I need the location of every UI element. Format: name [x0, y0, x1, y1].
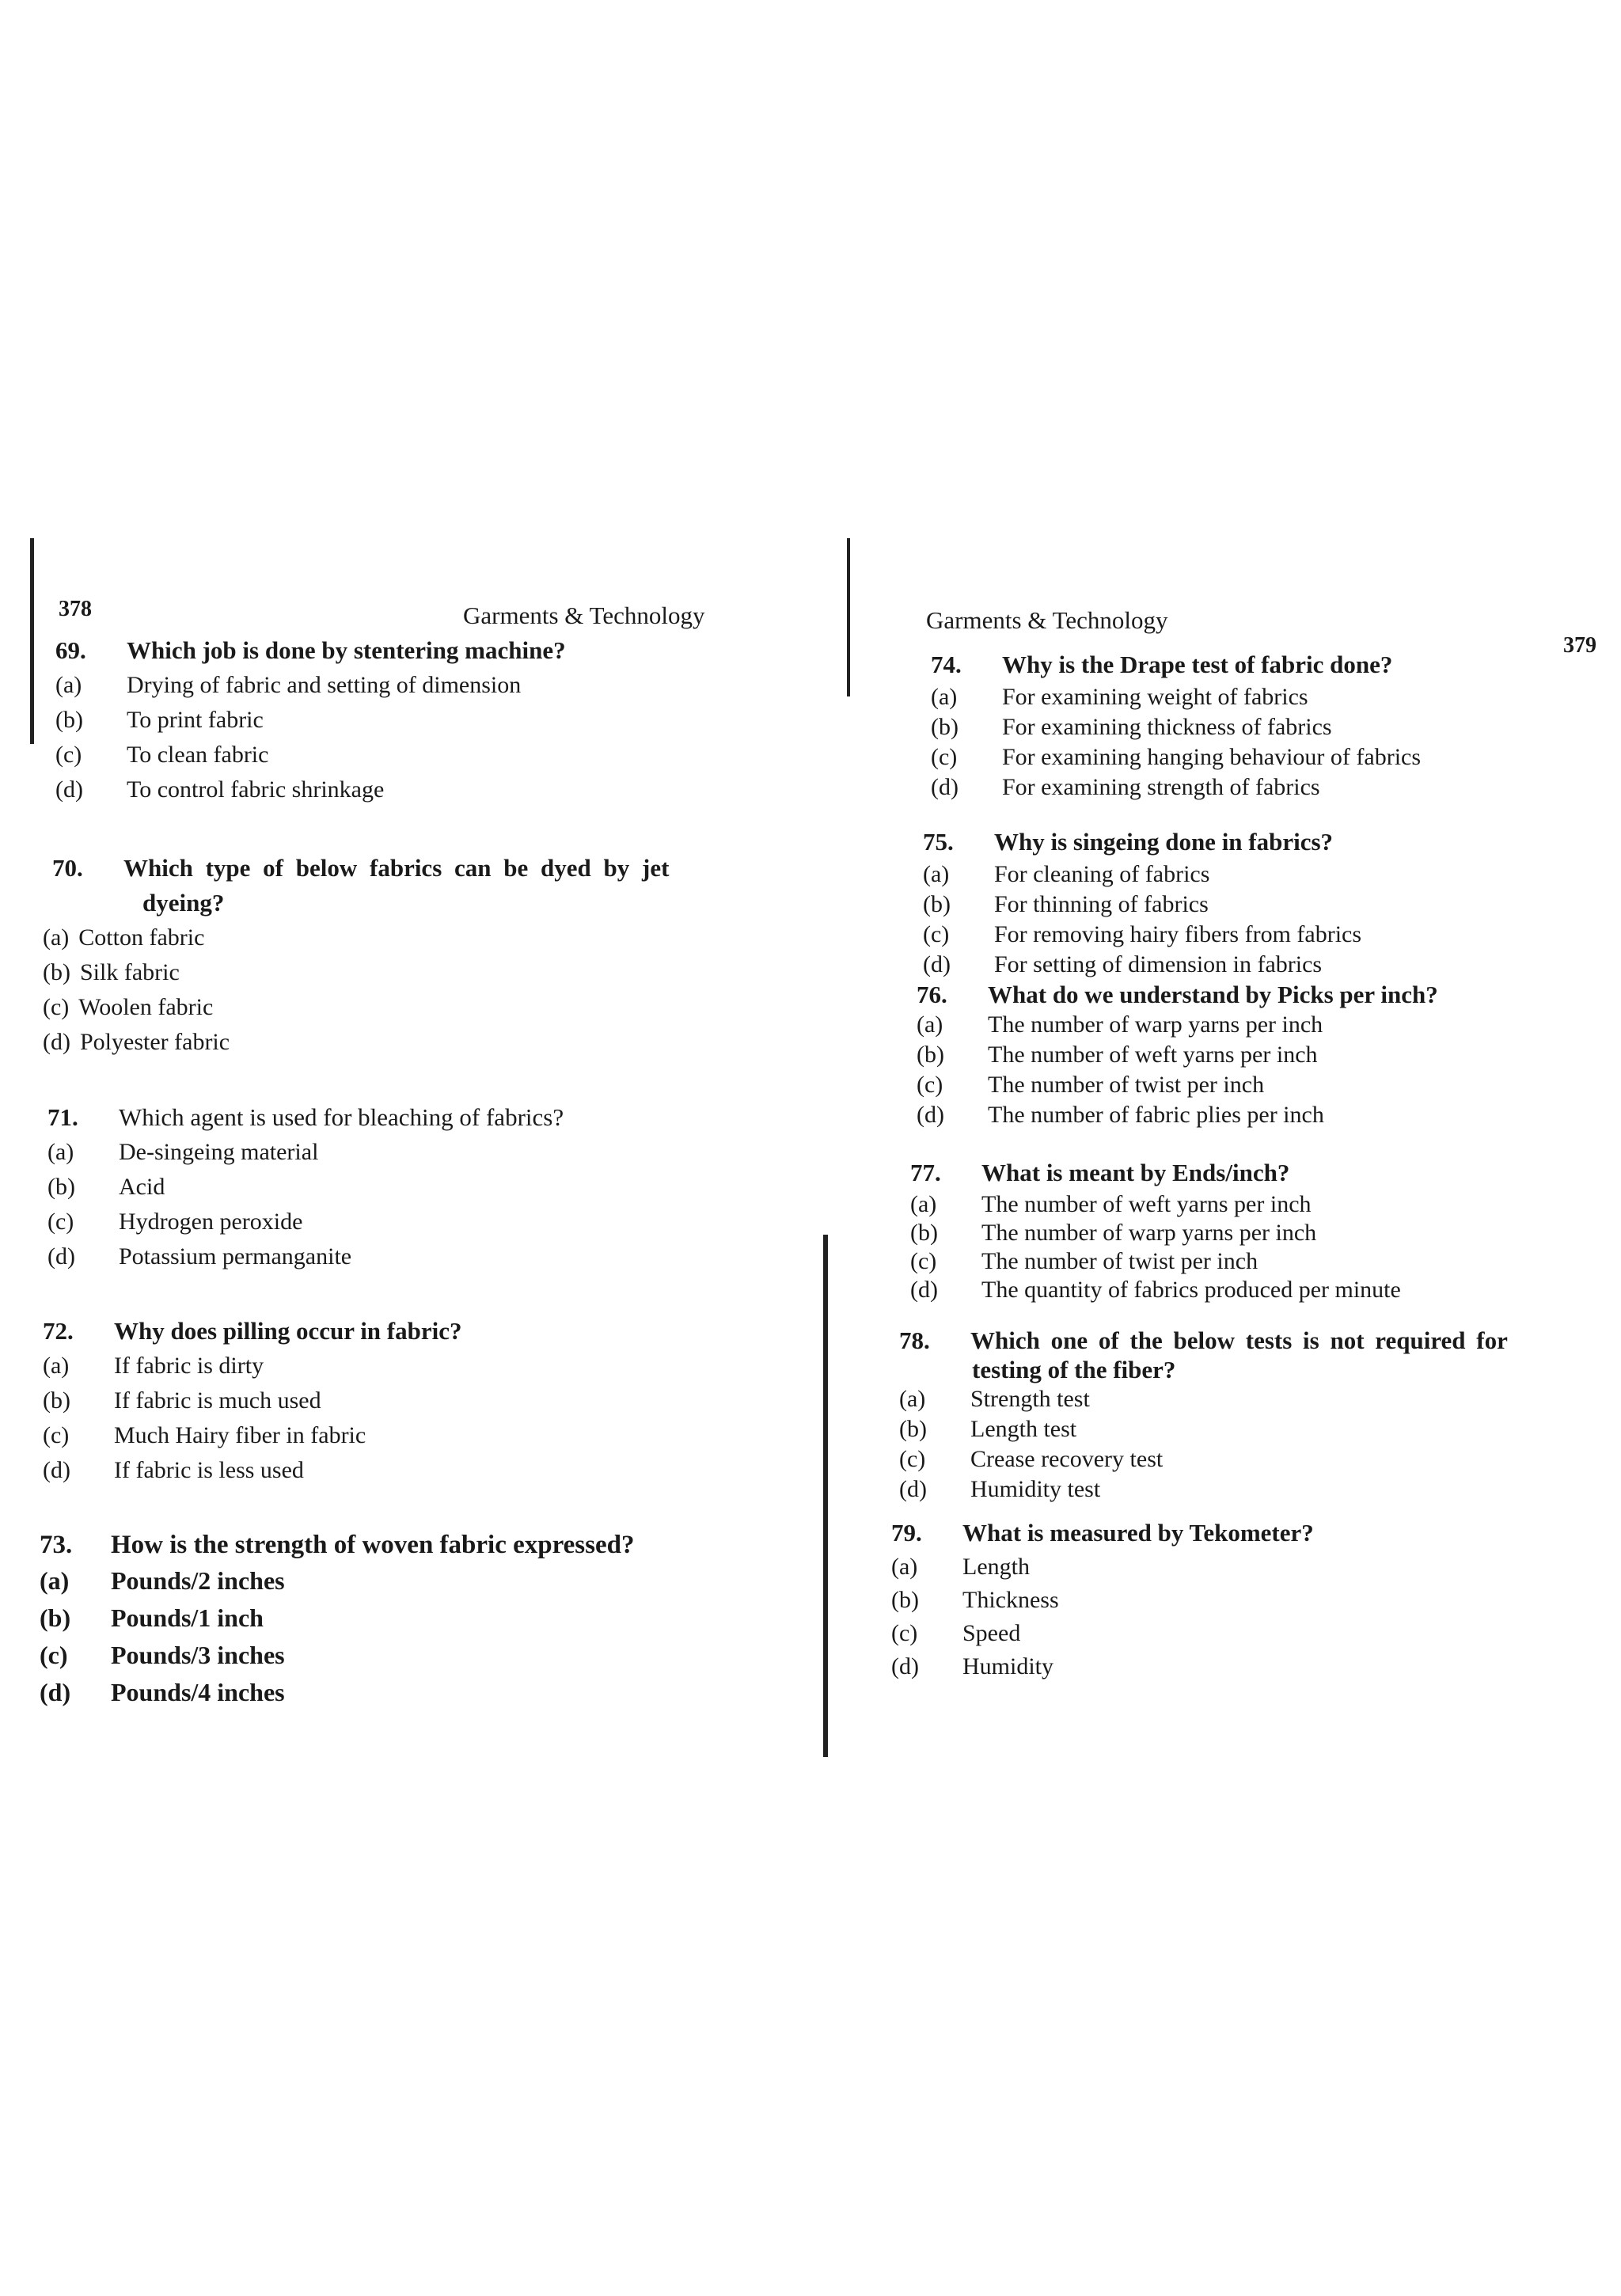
option-letter: (c) [931, 744, 958, 770]
question-number: 73. [40, 1531, 73, 1559]
question-text: Which one of the below tests is not required for [970, 1326, 1508, 1354]
question-text-continued: testing of the fiber? [972, 1356, 1176, 1383]
option-text: Humidity [962, 1653, 1054, 1679]
question-number: 75. [923, 828, 954, 856]
option-letter: (c) [43, 994, 70, 1020]
option-letter: (c) [55, 742, 82, 768]
question-text: Which agent is used for bleaching of fabrics? [119, 1103, 564, 1131]
question-76 [917, 980, 1438, 1130]
option-text: The number of fabric plies per inch [988, 1102, 1324, 1128]
option-text: The number of twist per inch [988, 1072, 1265, 1098]
running-head: Garments & Technology [463, 602, 705, 629]
option-letter: (c) [891, 1620, 918, 1646]
option-text: For setting of dimension in fabrics [994, 951, 1323, 977]
option-letter: (a) [40, 1566, 70, 1595]
option-text: The number of warp yarns per inch [981, 1220, 1317, 1246]
option-text: Woolen fabric [78, 994, 214, 1020]
option-letter: (b) [43, 959, 70, 985]
option-letter: (b) [40, 1603, 71, 1632]
right-page [855, 546, 1615, 1765]
option-text: For cleaning of fabrics [994, 861, 1210, 887]
option-letter: (b) [55, 707, 83, 733]
question-number: 70. [52, 854, 83, 882]
question-number: 76. [917, 981, 947, 1008]
question-text: Why does pilling occur in fabric? [114, 1317, 462, 1345]
question-text: Which job is done by stentering machine? [127, 636, 566, 664]
option-letter: (a) [917, 1011, 943, 1038]
option-letter: (b) [931, 714, 959, 740]
option-letter: (a) [891, 1554, 918, 1580]
option-text: Acid [119, 1174, 165, 1200]
option-text: The number of weft yarns per inch [981, 1191, 1312, 1217]
option-letter: (d) [917, 1102, 944, 1128]
option-text: Polyester fabric [79, 1029, 230, 1055]
option-letter: (b) [923, 891, 951, 917]
option-text: For examining hanging behaviour of fabrics [1002, 744, 1422, 770]
option-text: For examining weight of fabrics [1002, 684, 1308, 710]
question-79 [891, 1516, 1314, 1683]
question-number: 74. [931, 651, 962, 678]
option-text: De-singeing material [119, 1139, 319, 1165]
option-letter: (d) [899, 1476, 927, 1502]
option-letter: (d) [43, 1457, 70, 1483]
option-letter: (d) [931, 774, 959, 800]
question-73 [40, 1528, 634, 1711]
option-letter: (a) [899, 1386, 926, 1412]
gutter-line-bottom [823, 1235, 828, 1757]
option-letter: (d) [891, 1653, 919, 1679]
option-text: Pounds/4 inches [111, 1678, 285, 1706]
option-letter: (c) [40, 1641, 68, 1669]
option-letter: (a) [43, 924, 70, 951]
option-text: The number of warp yarns per inch [988, 1011, 1323, 1038]
option-text: Hydrogen peroxide [119, 1209, 303, 1235]
option-text: Length test [970, 1416, 1077, 1442]
question-text: Why is the Drape test of fabric done? [1002, 651, 1393, 678]
option-text: To clean fabric [127, 742, 269, 768]
option-letter: (a) [931, 684, 958, 710]
option-letter: (b) [917, 1042, 944, 1068]
question-number: 79. [891, 1519, 922, 1546]
option-text: Potassium permanganite [119, 1243, 352, 1269]
option-letter: (c) [43, 1422, 70, 1448]
question-69 [55, 633, 566, 807]
option-text: If fabric is less used [114, 1457, 304, 1483]
option-letter: (b) [891, 1587, 919, 1613]
option-letter: (c) [910, 1248, 937, 1274]
option-letter: (c) [917, 1072, 943, 1098]
question-72 [43, 1314, 462, 1488]
option-text: Speed [962, 1620, 1021, 1646]
option-letter: (b) [910, 1220, 938, 1246]
page-number: 378 [59, 597, 92, 621]
question-text: What is measured by Tekometer? [962, 1519, 1314, 1546]
gutter-line-top [847, 538, 850, 696]
question-number: 77. [910, 1159, 941, 1186]
running-head: Garments & Technology [926, 606, 1168, 634]
option-letter: (d) [923, 951, 951, 977]
option-letter: (d) [47, 1243, 75, 1269]
option-text: For examining strength of fabrics [1002, 774, 1320, 800]
option-text: Pounds/1 inch [111, 1603, 264, 1632]
question-text: Which type of below fabrics can be dyed by jet [123, 854, 670, 882]
left-page [32, 546, 823, 1765]
question-text: What do we understand by Picks per inch? [988, 981, 1438, 1008]
option-text: The number of weft yarns per inch [988, 1042, 1318, 1068]
option-letter: (a) [43, 1353, 70, 1379]
option-letter: (a) [923, 861, 950, 887]
question-74 [931, 647, 1421, 803]
option-letter: (d) [40, 1678, 71, 1706]
question-number: 71. [47, 1103, 78, 1131]
option-text: Crease recovery test [970, 1446, 1164, 1472]
question-text: How is the strength of woven fabric expressed? [111, 1531, 635, 1559]
question-71 [47, 1100, 564, 1274]
option-text: Much Hairy fiber in fabric [114, 1422, 366, 1448]
question-75 [923, 825, 1361, 980]
option-text: The quantity of fabrics produced per minute [981, 1277, 1401, 1303]
question-text: What is meant by Ends/inch? [981, 1159, 1290, 1186]
option-text: Pounds/3 inches [111, 1641, 285, 1669]
option-text: Cotton fabric [78, 924, 205, 951]
option-text: For examining thickness of fabrics [1002, 714, 1332, 740]
question-text-continued: dyeing? [142, 889, 225, 917]
question-number: 69. [55, 636, 86, 664]
option-letter: (b) [47, 1174, 75, 1200]
option-letter: (a) [47, 1139, 74, 1165]
option-text: Length [962, 1554, 1030, 1580]
option-text: For thinning of fabrics [994, 891, 1209, 917]
option-letter: (b) [43, 1387, 70, 1414]
option-text: If fabric is dirty [114, 1353, 264, 1379]
question-number: 78. [899, 1326, 930, 1354]
option-text: If fabric is much used [114, 1387, 321, 1414]
option-text: Silk fabric [79, 959, 180, 985]
option-text: Humidity test [970, 1476, 1101, 1502]
option-letter: (b) [899, 1416, 927, 1442]
option-letter: (a) [55, 672, 82, 698]
option-text: To print fabric [127, 707, 264, 733]
question-70 [43, 851, 670, 1060]
option-letter: (d) [43, 1029, 70, 1055]
option-letter: (c) [899, 1446, 926, 1472]
question-78 [899, 1326, 1508, 1505]
option-text: Strength test [970, 1386, 1090, 1412]
option-text: To control fabric shrinkage [127, 776, 385, 803]
question-77 [910, 1156, 1401, 1304]
page-number: 379 [1563, 633, 1596, 658]
option-text: Drying of fabric and setting of dimension [127, 672, 522, 698]
option-letter: (a) [910, 1191, 937, 1217]
question-text: Why is singeing done in fabrics? [994, 828, 1334, 856]
option-text: Pounds/2 inches [111, 1566, 285, 1595]
option-letter: (c) [923, 921, 950, 947]
option-text: Thickness [962, 1587, 1059, 1613]
option-letter: (d) [55, 776, 83, 803]
option-letter: (d) [910, 1277, 938, 1303]
question-number: 72. [43, 1317, 74, 1345]
option-text: The number of twist per inch [981, 1248, 1258, 1274]
option-text: For removing hairy fibers from fabrics [994, 921, 1362, 947]
option-letter: (c) [47, 1209, 74, 1235]
